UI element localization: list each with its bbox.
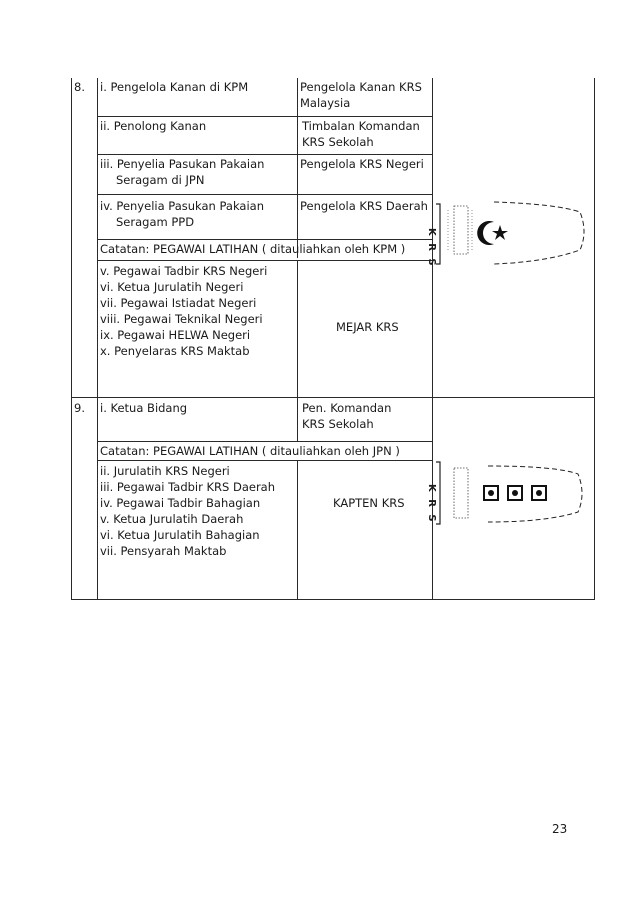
row8-rank: MEJAR KRS: [336, 320, 399, 334]
row8-g1-right-2: Malaysia: [300, 96, 351, 110]
row-separator: [71, 397, 595, 398]
row8-list-item: v. Pegawai Tadbir KRS Negeri: [100, 264, 268, 278]
row8-g3-left-2: Seragam di JPN: [116, 173, 205, 187]
row8-g4-left-1: iv. Penyelia Pasukan Pakaian: [100, 199, 264, 213]
row9-list-item: vi. Ketua Jurulatih Bahagian: [100, 528, 260, 542]
row9-list-item: v. Ketua Jurulatih Daerah: [100, 512, 244, 526]
row9-rule-2: [97, 460, 432, 461]
row8-g1-right-1: Pengelola Kanan KRS: [300, 80, 422, 94]
crescent-star-icon: [477, 221, 508, 245]
row8-g2-right-2: KRS Sekolah: [302, 135, 374, 149]
row8-rule-2: [97, 154, 432, 155]
row8-rule-1: [97, 116, 432, 117]
row8-g1-left: i. Pengelola Kanan di KPM: [100, 80, 249, 94]
pip-icon: [508, 486, 522, 500]
row8-list-item: viii. Pegawai Teknikal Negeri: [100, 312, 263, 326]
row9-note: Catatan: PEGAWAI LATIHAN ( ditauliahkan oleh JPN ): [100, 444, 400, 458]
row8-list-item: ix. Pegawai HELWA Negeri: [100, 328, 251, 342]
table-left-border: [71, 78, 72, 599]
row9-list-item: ii. Jurulatih KRS Negeri: [100, 464, 230, 478]
row9-list-item: iv. Pegawai Tadbir Bahagian: [100, 496, 261, 510]
row8-insignia: [426, 192, 591, 272]
row8-g2-right-1: Timbalan Komandan: [302, 119, 420, 133]
row8-g2-left: ii. Penolong Kanan: [100, 119, 207, 133]
row8-rule-5: [97, 260, 432, 261]
title-column-divider-row9: [297, 398, 298, 442]
row-number: 9.: [74, 401, 85, 415]
row8-g3-right: Pengelola KRS Negeri: [300, 157, 424, 171]
row8-g4-right: Pengelola KRS Daerah: [300, 199, 428, 213]
row8-note: Catatan: PEGAWAI LATIHAN ( ditauliahkan oleh KPM ): [100, 242, 406, 256]
row9-list-item: vii. Pensyarah Maktab: [100, 544, 227, 558]
title-column-divider-row8-list: [297, 261, 298, 397]
row8-rule-4: [97, 239, 432, 240]
row9-insignia-text: K R S: [426, 484, 437, 524]
row8-list-item: vii. Pegawai Istiadat Negeri: [100, 296, 257, 310]
row8-g3-left-1: iii. Penyelia Pasukan Pakaian: [100, 157, 265, 171]
row8-rule-3: [97, 194, 432, 195]
row9-g1-right-2: KRS Sekolah: [302, 417, 374, 431]
row9-insignia: [426, 458, 591, 530]
row9-rule-1: [97, 441, 432, 442]
row9-list-item: iii. Pegawai Tadbir KRS Daerah: [100, 480, 276, 494]
title-column-divider-row9-list: [297, 461, 298, 599]
row8-list-item: vi. Ketua Jurulatih Negeri: [100, 280, 244, 294]
pip-icon: [532, 486, 546, 500]
row8-list-item: x. Penyelaras KRS Maktab: [100, 344, 250, 358]
title-column-divider-row8: [297, 78, 298, 258]
table-bottom-border: [71, 599, 595, 600]
row-number: 8.: [74, 80, 85, 94]
number-column-divider: [97, 78, 98, 599]
row9-g1-left: i. Ketua Bidang: [100, 401, 188, 415]
row9-rank: KAPTEN KRS: [333, 496, 405, 510]
page-number: 23: [552, 822, 568, 836]
table-right-border: [594, 78, 595, 599]
row9-g1-right-1: Pen. Komandan: [302, 401, 392, 415]
row8-g4-left-2: Seragam PPD: [116, 215, 195, 229]
row8-insignia-text: K R S: [426, 228, 437, 268]
pip-icon: [484, 486, 498, 500]
